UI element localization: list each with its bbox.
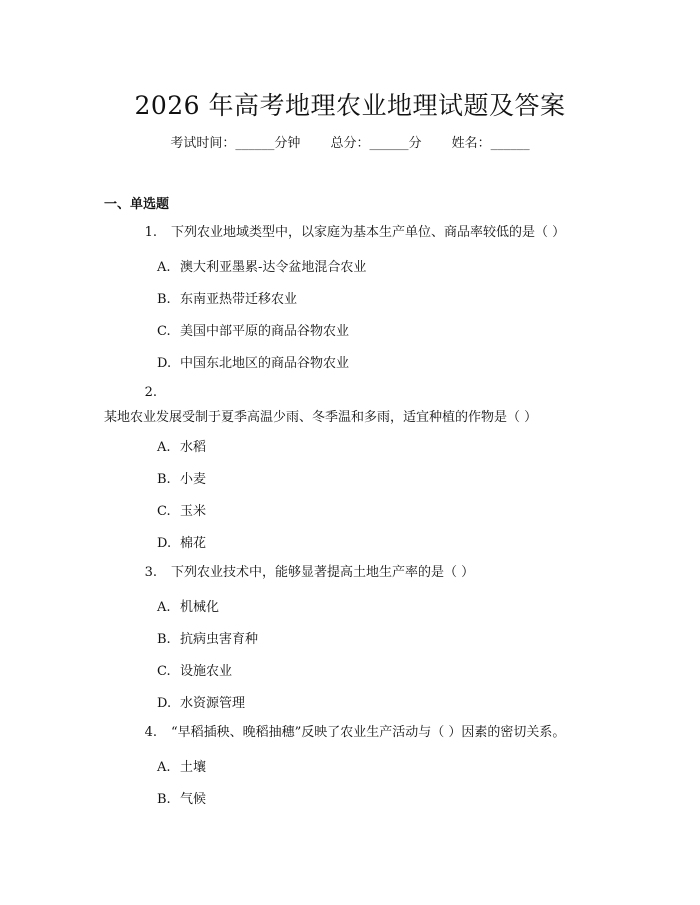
- option-text: 机械化: [180, 600, 220, 615]
- option-2c: [157, 500, 206, 519]
- question-2: [104, 380, 604, 430]
- option-2d: [157, 532, 206, 551]
- option-text: 玉米: [180, 504, 207, 519]
- total-score-field: 总分：______分: [330, 136, 422, 151]
- option-text: 土壤: [180, 760, 207, 775]
- section-heading: 一、单选题: [104, 197, 170, 212]
- option-letter: A.: [157, 260, 171, 275]
- option-2a: [157, 436, 206, 455]
- option-letter: D.: [157, 536, 172, 551]
- option-2b: [157, 468, 206, 487]
- option-1a: [157, 256, 366, 275]
- question-3: [104, 560, 604, 585]
- option-text: 中国东北地区的商品谷物农业: [180, 356, 350, 371]
- option-text: 小麦: [180, 472, 207, 487]
- question-4: [104, 720, 624, 745]
- question-stem: “早稻插秧、晚稻抽穗”反映了农业生产活动与（ ）因素的密切关系。: [171, 725, 566, 740]
- option-text: 东南亚热带迁移农业: [180, 292, 298, 307]
- option-4b: [157, 788, 206, 807]
- option-text: 澳大利亚墨累-达令盆地混合农业: [180, 260, 367, 275]
- exam-time-field: 考试时间：______分钟: [170, 136, 301, 151]
- option-1c: [157, 320, 349, 339]
- question-1: [104, 220, 604, 245]
- option-3d: [157, 692, 245, 711]
- option-letter: C.: [157, 504, 171, 519]
- question-stem: 下列农业技术中，能够显著提高土地生产率的是（ ）: [171, 565, 475, 580]
- option-letter: B.: [157, 792, 171, 807]
- option-letter: A.: [157, 440, 171, 455]
- option-text: 气候: [180, 792, 207, 807]
- option-1b: [157, 288, 297, 307]
- option-text: 抗病虫害育种: [180, 632, 259, 647]
- question-number: 3.: [144, 565, 157, 580]
- option-letter: A.: [157, 760, 171, 775]
- name-field: 姓名：______: [451, 136, 530, 151]
- question-stem: 下列农业地域类型中，以家庭为基本生产单位、商品率较低的是（ ）: [171, 225, 566, 240]
- option-letter: C.: [157, 664, 171, 679]
- option-1d: [157, 352, 349, 371]
- question-number: 4.: [144, 725, 157, 740]
- option-text: 水稻: [180, 440, 207, 455]
- page-title: 2026 年高考地理农业地理试题及答案: [134, 91, 566, 120]
- option-3c: [157, 660, 232, 679]
- option-3b: [157, 628, 258, 647]
- option-4a: [157, 756, 206, 775]
- question-number: 2.: [144, 385, 157, 400]
- option-text: 水资源管理: [180, 696, 246, 711]
- option-letter: D.: [157, 696, 172, 711]
- question-stem: 某地农业发展受制于夏季高温少雨、冬季温和多雨，适宜种植的作物是（ ）: [104, 410, 538, 425]
- option-letter: B.: [157, 292, 171, 307]
- option-letter: A.: [157, 600, 171, 615]
- question-number: 1.: [144, 225, 157, 240]
- option-letter: B.: [157, 632, 171, 647]
- option-text: 美国中部平原的商品谷物农业: [180, 324, 350, 339]
- option-letter: D.: [157, 356, 172, 371]
- option-letter: C.: [157, 324, 171, 339]
- option-text: 棉花: [180, 536, 207, 551]
- option-text: 设施农业: [180, 664, 233, 679]
- option-letter: B.: [157, 472, 171, 487]
- exam-info-line: [0, 132, 700, 151]
- option-3a: [157, 596, 219, 615]
